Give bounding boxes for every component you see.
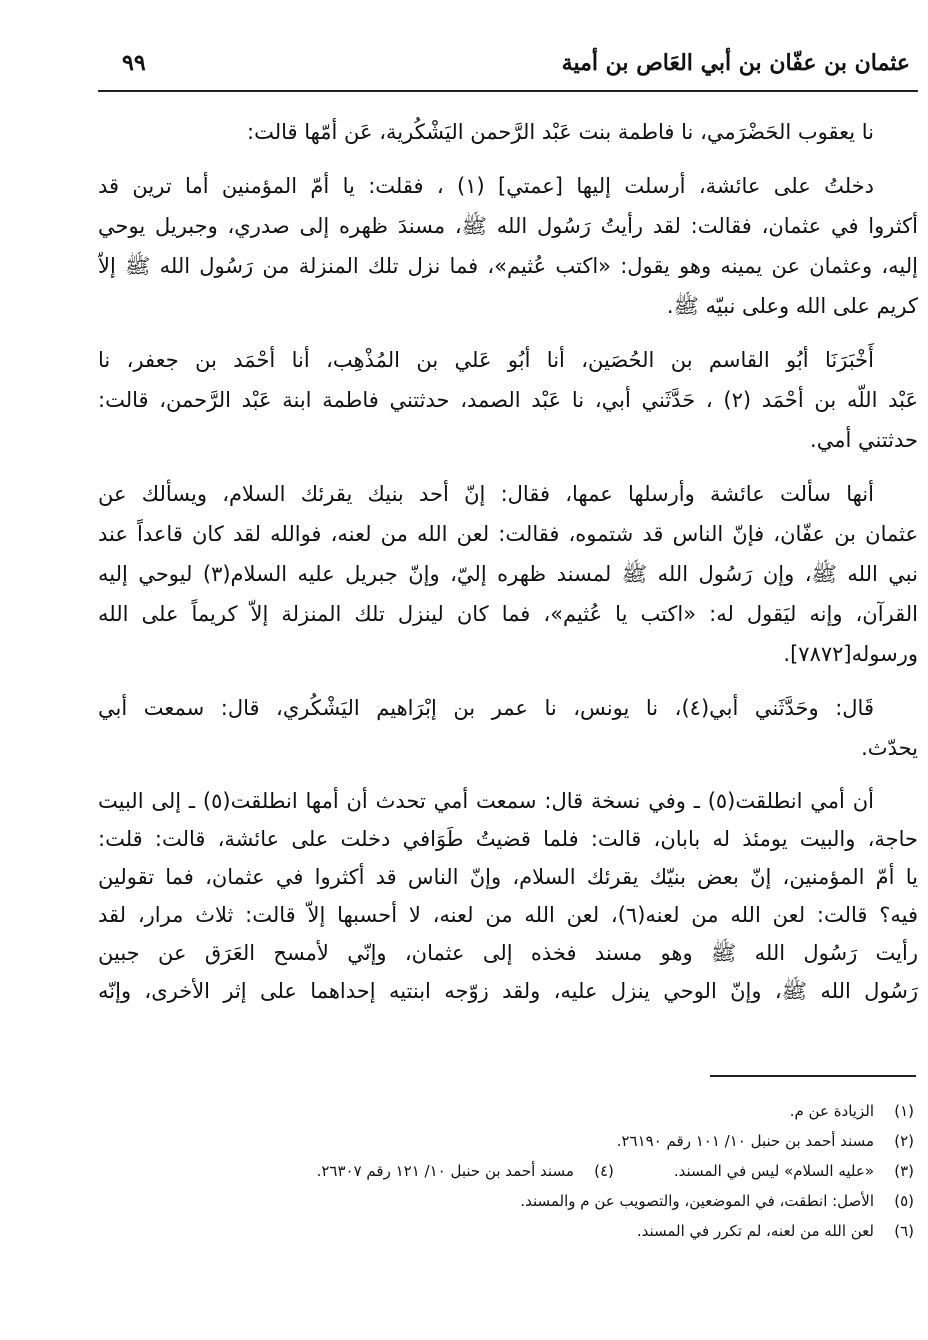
footnote-text: الأصل: انطقت، في الموضعين، والتصويب عن م والمسند. bbox=[520, 1192, 874, 1210]
footnote-text: مسند أحمد بن حنبل ١٠/ ١٢١ رقم ٢٦٣٠٧. bbox=[316, 1162, 574, 1180]
text-line: قَال: وحَدَّثَني أبي(٤)، نا يونس، نا عمر بن إبْرَاهيم اليَشْكُري، قال: سمعت أبي bbox=[98, 696, 874, 720]
text-line: القرآن، وإنه ليَقول له: «اكتب يا عُثيم»، فما كان لينزل تلك المنزلة إلاّ كريماً على الله bbox=[98, 602, 918, 626]
footnote-separator bbox=[710, 1075, 916, 1077]
footnote-text: «عليه السلام» ليس في المسند. bbox=[673, 1162, 874, 1180]
text-line: عثمان بن عفّان، فإنّ الناس قد شتموه، فقالت: لعن الله من لعنه، فوالله لقد كان قاعداً عند bbox=[98, 522, 918, 546]
paragraph bbox=[98, 474, 918, 674]
text-line: ورسوله[٧٨٧٢]. bbox=[783, 642, 918, 666]
paragraph bbox=[98, 688, 918, 768]
text-line: أن أمي انطلقت(٥) ـ وفي نسخة قال: سمعت أمي تحدث أن أمها انطلقت(٥) ـ إلى البيت bbox=[98, 789, 874, 813]
paragraph bbox=[98, 112, 918, 152]
text-line: عَبْد اللّه بن أحْمَد (٢) ، حَدَّثَني أبي، نا عَبْد الصمد، حدثتني فاطمة ابنة عَبْد الرَّحمن، قالت: bbox=[98, 388, 918, 412]
text-line: أَخْبَرَنَا أبُو القاسم بن الحُصَين، أنا أبُو عَلي بن المُذْهِب، أنا أحْمَد بن جعفر، نا bbox=[98, 348, 874, 372]
footnote bbox=[114, 1096, 914, 1126]
text-line: رأيت رَسُول الله ﷺ وهو مسند فخذه إلى عثمان، وإنّي لأمسح العَرَق عن جبين bbox=[98, 941, 918, 965]
footnote bbox=[114, 1126, 914, 1156]
main-text bbox=[98, 112, 918, 1024]
footnote-number: (٢) bbox=[894, 1132, 914, 1150]
text-line: يا أمّ المؤمنين، إنّ بعض بنيّك يقرئك السلام، وإنّ الناس قد أكثروا في عثمان، فما تقولين bbox=[98, 865, 918, 889]
paragraph bbox=[98, 782, 918, 1010]
footnote bbox=[114, 1186, 914, 1216]
text-line: يحدّث. bbox=[861, 736, 918, 760]
text-line: كريم على الله وعلى نبيّه ﷺ. bbox=[666, 294, 918, 318]
footnote-spacer bbox=[614, 1156, 674, 1186]
page-header bbox=[98, 44, 918, 92]
text-line: فيه؟ قالت: لعن الله من لعنه(٦)، لعن الله من لعنه، لا أحسبها إلاّ قالت: ثلاث مرار، لقد bbox=[98, 903, 918, 927]
footnote-number: (٥) bbox=[894, 1192, 914, 1210]
running-title: عثمان بن عفّان بن أبي العَاص بن أمية bbox=[561, 50, 910, 76]
footnote bbox=[114, 1216, 914, 1246]
footnotes bbox=[114, 1096, 914, 1246]
paragraph bbox=[98, 340, 918, 460]
text-line: حاجة، والبيت يومئذ له بابان، قالت: فلما قضيتُ طَوَافي دخلت على عائشة، قالت: قلت: bbox=[98, 827, 918, 851]
footnote-text: لعن الله من لعنه، لم تكرر في المسند. bbox=[636, 1222, 874, 1240]
footnote-number: (٦) bbox=[894, 1222, 914, 1240]
text-line: إليه، وعثمان عن يمينه وهو يقول: «اكتب عُثيم»، فما نزل تلك المنزلة من رَسُول الله ﷺ إلاّ bbox=[98, 254, 918, 278]
text-line: دخلتُ على عائشة، أرسلت إليها [عمتي] (١) ، فقلت: يا أمّ المؤمنين أما ترين قد bbox=[98, 174, 875, 198]
footnote bbox=[114, 1156, 914, 1186]
text-line: نبي الله ﷺ، وإن رَسُول الله ﷺ لمسند ظهره إليّ، وإنّ جبريل عليه السلام(٣) ليوحي إليه bbox=[98, 562, 918, 586]
page-number: ٩٩ bbox=[122, 50, 146, 76]
text-line: نا يعقوب الحَضْرَمي، نا فاطمة بنت عَبْد الرَّحمن اليَشْكُرية، عَن أمّها قالت: bbox=[247, 120, 874, 144]
footnote-text: الزيادة عن م. bbox=[789, 1102, 874, 1120]
footnote-number: (١) bbox=[894, 1102, 914, 1120]
footnote-text: مسند أحمد بن حنبل ١٠/ ١٠١ رقم ٢٦١٩٠. bbox=[616, 1132, 874, 1150]
text-line: رَسُول الله ﷺ، وإنّ الوحي ينزل عليه، ولقد زوّجه ابنتيه إحداهما على إثر الأخرى، وإنّه bbox=[98, 979, 918, 1003]
text-line: حدثتني أمي. bbox=[810, 428, 918, 452]
text-line: أنها سألت عائشة وأرسلها عمها، فقال: إنّ أحد بنيك يقرئك السلام، ويسألك عن bbox=[98, 482, 874, 506]
text-line: أكثروا في عثمان، فقالت: لقد رأيتُ رَسُول الله ﷺ، مسندَ ظهره إلى صدري، وجبريل يوحي bbox=[98, 214, 918, 238]
footnote-number: (٣) bbox=[894, 1162, 914, 1180]
footnote-number: (٤) bbox=[594, 1162, 614, 1180]
paragraph bbox=[98, 166, 918, 326]
